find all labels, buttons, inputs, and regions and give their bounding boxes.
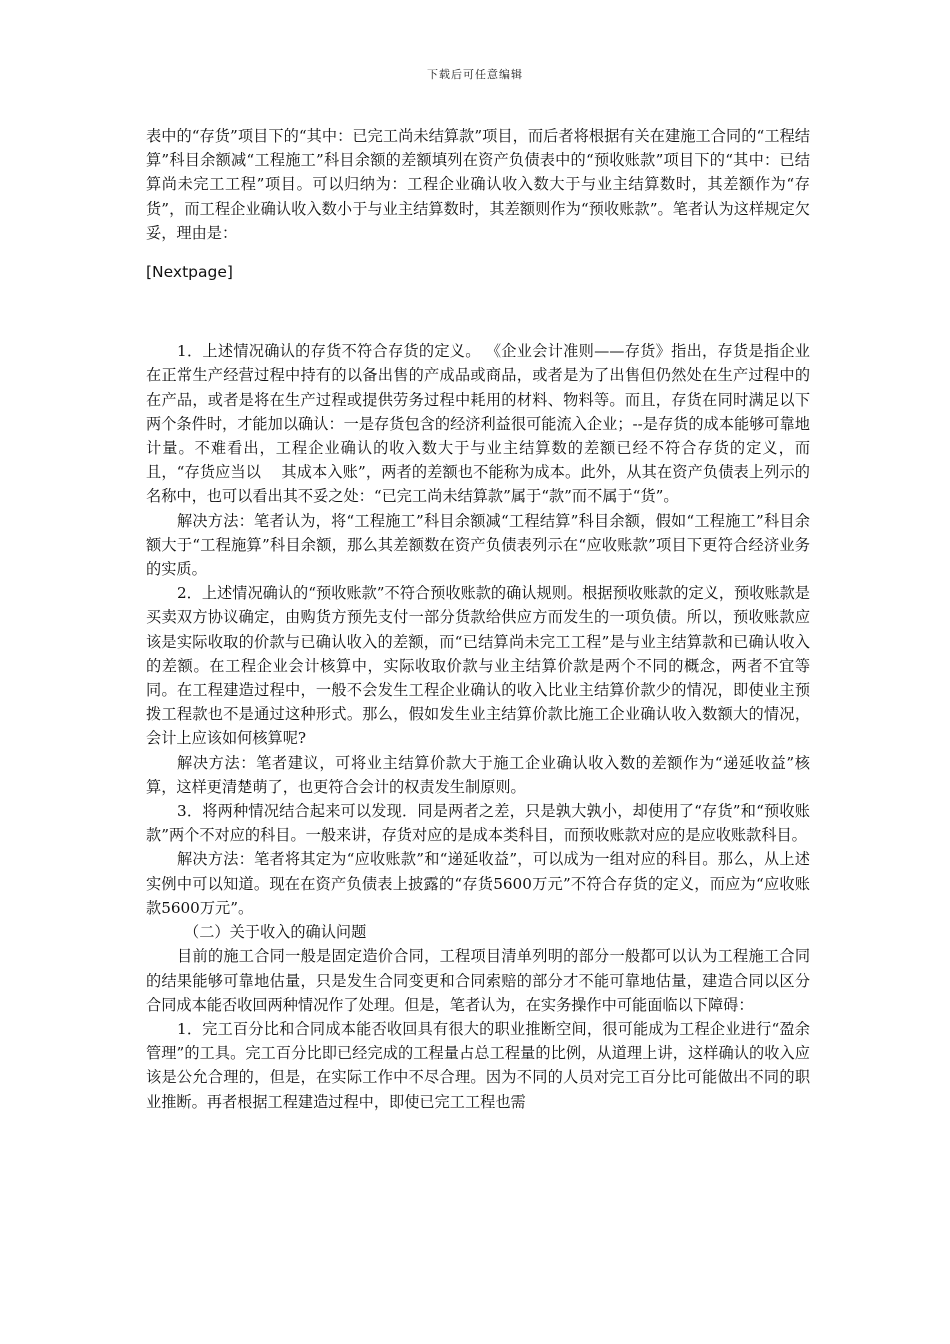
paragraph-point-1: 1．上述情况确认的存货不符合存货的定义。 《企业会计准则——存货》指出，存货是指企业在正常生产经营过程中持有的以备出售的产成品或商品，或者是为了出售但仍然处在生产过程中的在产品，或者是将在生产过程或提供劳务过程中耗用的材料、物料等。而且，存货在同时满足以下两个条件时，才能加以确认：一是存货包含的经济利益很可能流入企业；--是存货的成本能够可靠地计量。不难看出，工程企业确认的收入数大于与业主结算数的差额已经不符合存货的定义，而且，“存货应当以 其成本入账”，两者的差额也不能称为成本。此外，从其在资产负债表上列示的名称中，也可以看出其不妥之处：“已完工尚未结算款”属于“款”而不属于“货”。 bbox=[146, 342, 810, 506]
section-heading: （二）关于收入的确认问题 bbox=[184, 923, 367, 942]
nextpage-marker: [Nextpage] bbox=[146, 263, 233, 282]
paragraph-revenue-point-1: 1．完工百分比和合同成本能否收回具有很大的职业推断空间，很可能成为工程企业进行“盈余管理”的工具。完工百分比即已经完成的工程量占总工程量的比例，从道理上讲，这样确认的收入应该是公允合理的，但是，在实际工作中不尽合理。因为不同的人员对完工百分比可能做出不同的职业推断。再者根据工程建造过程中，即使已完工工程也需 bbox=[146, 1019, 810, 1111]
paragraph-solution-2: 解决方法：笔者建议，可将业主结算价款大于施工企业确认收入数的差额作为“递延收益”核算，这样更清楚萌了，也更符合会计的权责发生制原则。 bbox=[146, 753, 810, 796]
paragraph-intro: 表中的“存货”项目下的“其中：已完工尚未结算款”项目，而后者将根据有关在建施工合同的“工程结算”科目余额减“工程施工”科目余额的差额填列在资产负债表中的“预收账款”项目下的“其中：已结算尚未完工工程”项目。可以归纳为：工程企业确认收入数大于与业主结算数时，其差额作为“存货”，而工程企业确认收入数小于与业主结算数时，其差额则作为“预收账款”。笔者认为这样规定欠妥，理由是： bbox=[146, 127, 810, 242]
paragraph-point-2: 2．上述情况确认的“预收账款”不符合预收账款的确认规则。根据预收账款的定义，预收账款是买卖双方协议确定，由购货方预先支付一部分货款给供应方而发生的一项负债。所以，预收账款应该是实际收取的价款与已确认收入的差额，而“已结算尚未完工工程”是与业主结算款和已确认收入的差额。在工程企业会计核算中，实际收取价款与业主结算价款是两个不同的概念，两者不宜等同。在工程建造过程中，一般不会发生工程企业确认的收入比业主结算价款少的情况，即使业主预拨工程款也不是通过这种形式。那么，假如发生业主结算价款比施工企业确认收入数额大的情况，会计上应该如何核算呢? bbox=[146, 584, 810, 748]
page-header: 下载后可任意编辑 bbox=[427, 68, 523, 81]
document-body bbox=[146, 124, 810, 1114]
paragraph-solution-3: 解决方法：笔者将其定为“应收账款”和“递延收益”，可以成为一组对应的科目。那么，从上述实例中可以知道。现在在资产负债表上披露的“存货5600万元”不符合存货的定义，而应为“应收账款5600万元”。 bbox=[146, 850, 810, 917]
paragraph-point-3: 3．将两种情况结合起来可以发现．同是两者之差，只是孰大孰小，却使用了“存货”和“预收账款”两个不对应的科目。一般来讲，存货对应的是成本类科目，而预收账款对应的是应收账款科目。 bbox=[146, 802, 810, 845]
paragraph-solution-1: 解决方法：笔者认为，将“工程施工”科目余额减“工程结算”科目余额，假如“工程施工”科目余额大于“工程施算”科目余额，那么其差额数在资产负债表列示在“应收账款”项目下更符合经济业务的实质。 bbox=[146, 511, 810, 579]
paragraph-revenue-intro: 目前的施工合同一般是固定造价合同，工程项目清单列明的部分一般都可以认为工程施工合同的结果能够可靠地估量，只是发生合同变更和合同索赔的部分才不能可靠地估量，建造合同以区分合同成本能否收回两种情况作了处理。但是，笔者认为，在实务操作中可能面临以下障碍： bbox=[146, 947, 810, 1014]
